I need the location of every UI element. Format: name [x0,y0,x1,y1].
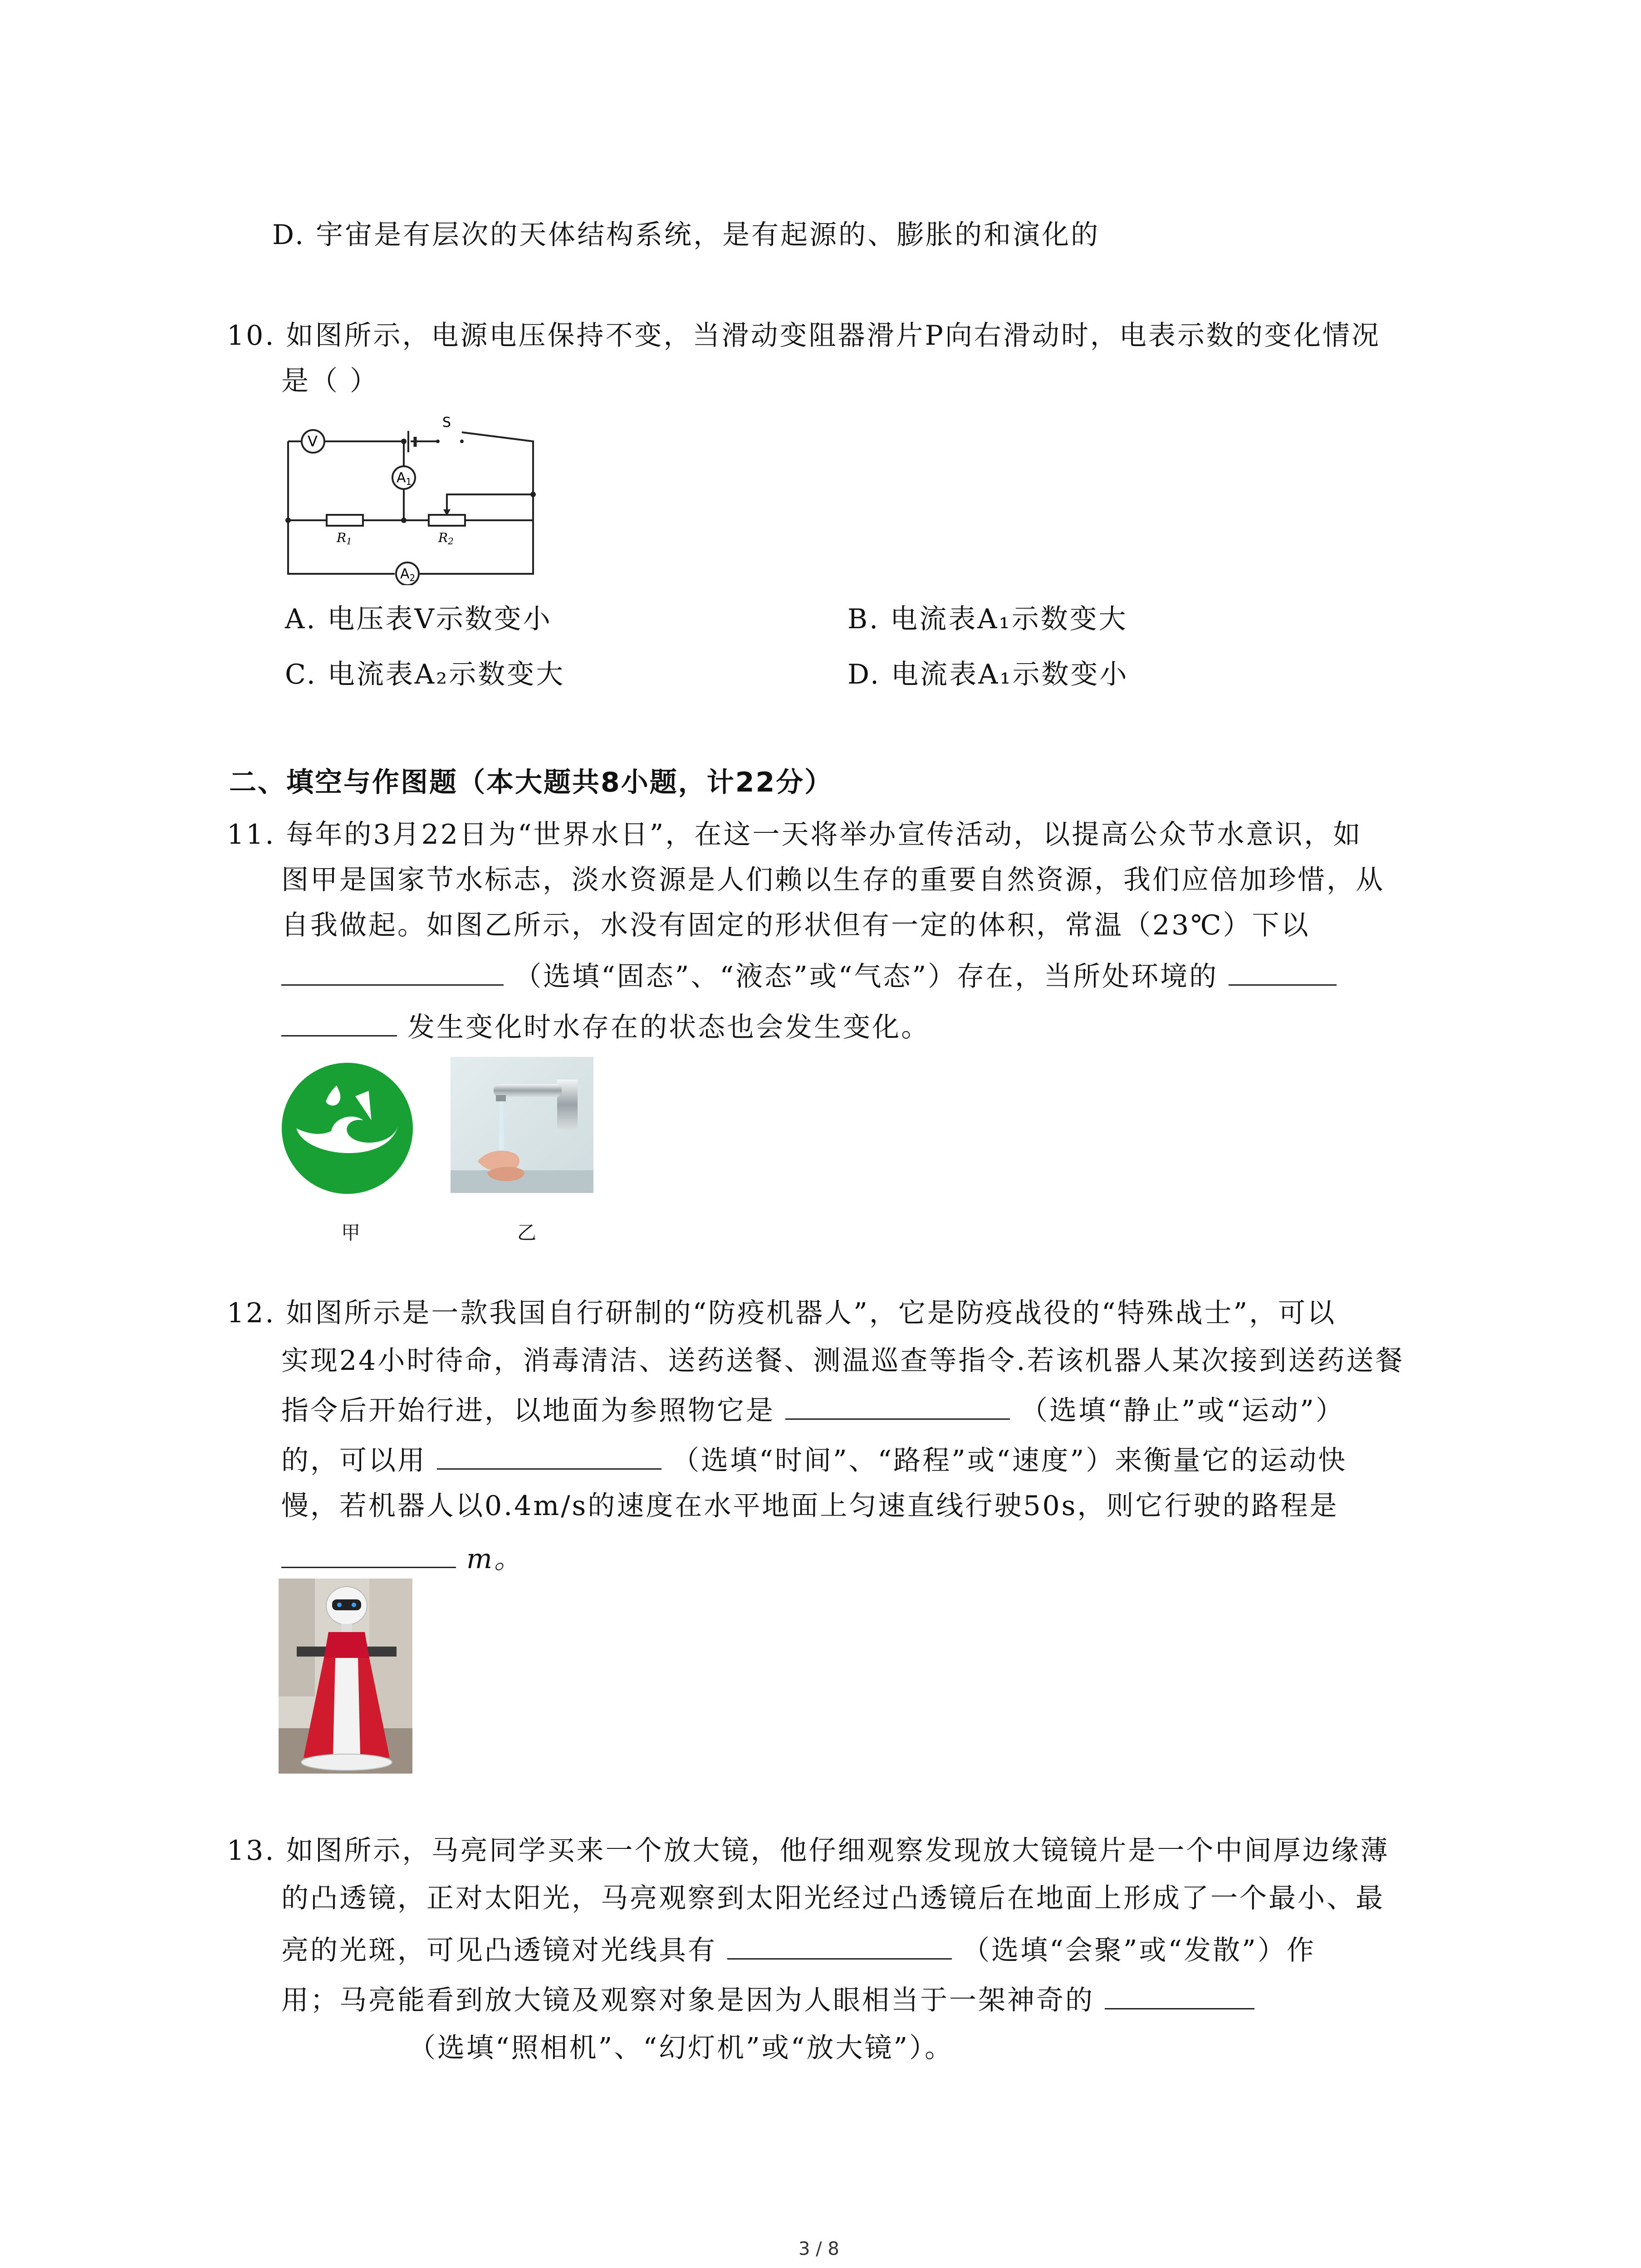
q12-blank-2[interactable] [437,1440,661,1470]
q10-option-c: C. 电流表A₂示数变大 [285,659,565,690]
q12-line6: m。 [281,1539,523,1577]
q10-circuit-diagram [281,411,544,585]
q13-line1: 13. 如图所示，马亮同学买来一个放大镜，他仔细观察发现放大镜镜片是一个中间厚边缘薄 [227,1835,1390,1867]
q11-blank-2-end[interactable] [281,1007,397,1036]
q13-line3: 亮的光斑，可见凸透镜对光线具有 （选填“会聚”或“发散”）作 [281,1930,1316,1969]
q13-line5: （选填“照相机”、“幻灯机”或“放大镜”）。 [408,2032,954,2064]
q10-option-d: D. 电流表A₁示数变小 [847,659,1129,690]
ammeter-a2-label: $A_2$ [400,566,416,583]
q13-line2: 的凸透镜，正对太阳光，马亮观察到太阳光经过凸透镜后在地面上形成了一个最小、最 [281,1882,1385,1914]
q12-blank-1[interactable] [785,1390,1010,1420]
q11-caption-a: 甲 [341,1222,361,1244]
q12-line3: 指令后开始行进，以地面为参照物它是 （选填“静止”或“运动”） [281,1390,1345,1429]
q10-stem-line1: 10. 如图所示，电源电压保持不变，当滑动变阻器滑片P向右滑动时，电表示数的变化情况 [227,320,1381,352]
page-number: 3 / 8 [798,2239,839,2259]
resistor-r1 [327,515,363,526]
q11-line2: 图甲是国家节水标志，淡水资源是人们赖以生存的重要自然资源，我们应倍加珍惜，从 [281,864,1385,896]
q13-blank-2[interactable] [1105,1980,1254,2009]
q10-option-a: A. 电压表V示数变小 [285,603,552,635]
water-saving-logo [280,1061,414,1195]
q10-stem-line2: 是（ ） [281,365,379,397]
voltmeter-label: V [308,433,318,450]
r2-label: R2 [438,530,454,547]
q12-line1: 12. 如图所示是一款我国自行研制的“防疫机器人”，它是防疫战役的“特殊战士”，可以 [227,1297,1337,1329]
q11-line4: （选填“固态”、“液态”或“气态”）存在，当所处环境的 [281,956,1337,995]
q10-option-b: B. 电流表A₁示数变大 [847,603,1128,635]
q11-line5: 发生变化时水存在的状态也会发生变化。 [281,1007,930,1046]
q13-blank-1[interactable] [727,1930,952,1960]
q11-caption-b: 乙 [517,1222,537,1244]
q11-blank-1[interactable] [281,956,504,986]
q13-line4: 用；马亮能看到放大镜及观察对象是因为人眼相当于一架神奇的 [281,1980,1254,2019]
switch-label: S [442,415,451,430]
q11-line1: 11. 每年的3月22日为“世界水日”，在这一天将举办宣传活动，以提高公众节水意识，如 [227,819,1362,850]
q11-blank-2-start[interactable] [1229,956,1337,986]
q12-line5: 慢，若机器人以0.4m/s的速度在水平地面上匀速直线行驶50s，则它行驶的路程是 [281,1490,1339,1522]
q12-line2: 实现24小时待命，消毒清洁、送药送餐、测温巡查等指令.若该机器人某次接到送药送餐 [281,1345,1405,1377]
rheostat-r2 [429,515,465,526]
faucet-photo [451,1057,593,1193]
r1-label: R1 [337,530,352,547]
q12-line4: 的，可以用 （选填“时间”、“路程”或“速度”）来衡量它的运动快 [281,1440,1347,1479]
section-2-title: 二、填空与作图题（本大题共8小题，计22分） [229,767,833,798]
ammeter-a1-label: $A_1$ [397,470,412,487]
q9-option-d: D. 宇宙是有层次的天体结构系统，是有起源的、膨胀的和演化的 [272,219,1100,251]
q11-line3: 自我做起。如图乙所示，水没有固定的形状但有一定的体积，常温（23℃）下以 [281,909,1310,941]
q12-blank-3[interactable] [281,1539,456,1568]
robot-photo [279,1579,412,1774]
